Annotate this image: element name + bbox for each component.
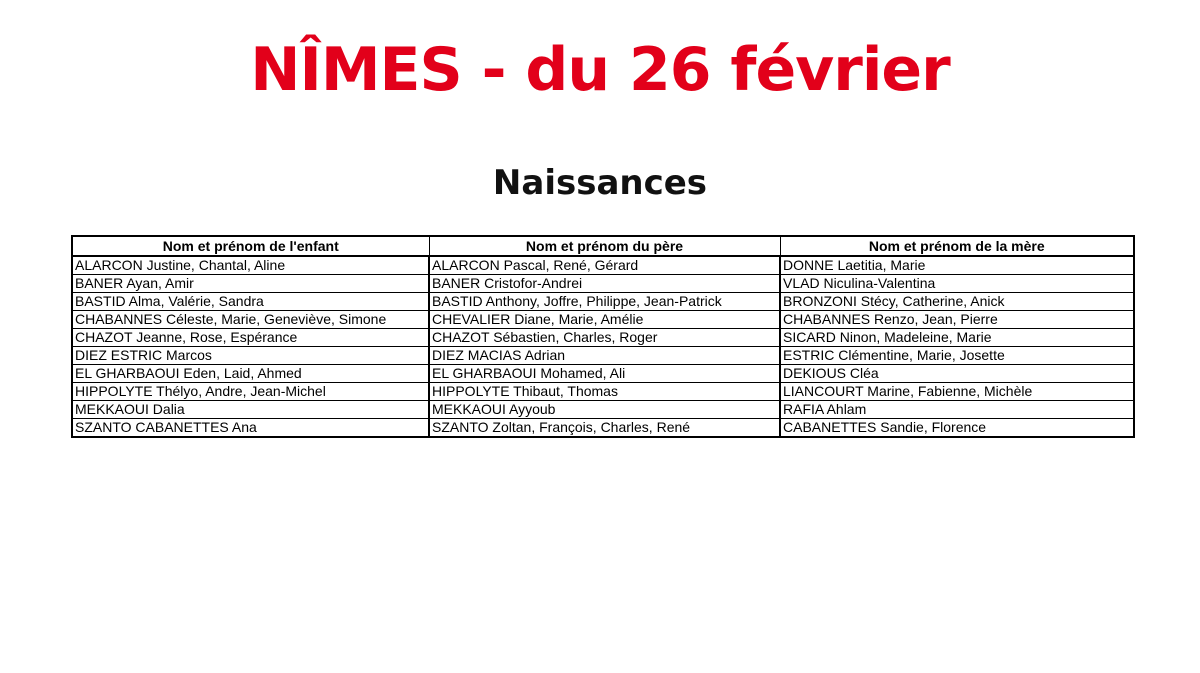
child-name-cell: CHAZOT Jeanne, Rose, Espérance: [72, 329, 429, 347]
father-name-cell: DIEZ MACIAS Adrian: [429, 347, 780, 365]
father-name-cell: BANER Cristofor-Andrei: [429, 275, 780, 293]
section-title: Naissances: [492, 163, 708, 203]
mother-name-cell: LIANCOURT Marine, Fabienne, Michèle: [780, 383, 1134, 401]
child-name-cell: HIPPOLYTE Thélyo, Andre, Jean-Michel: [72, 383, 429, 401]
table-row: [72, 256, 1134, 275]
table-row: [72, 419, 1134, 438]
father-name-cell: BASTID Anthony, Joffre, Philippe, Jean-Patrick: [429, 293, 780, 311]
births-table: [71, 235, 1135, 438]
child-name-cell: EL GHARBAOUI Eden, Laid, Ahmed: [72, 365, 429, 383]
father-name-cell: CHEVALIER Diane, Marie, Amélie: [429, 311, 780, 329]
child-name-cell: BASTID Alma, Valérie, Sandra: [72, 293, 429, 311]
father-name-cell: HIPPOLYTE Thibaut, Thomas: [429, 383, 780, 401]
table-header-row: [72, 236, 1134, 256]
table-row: [72, 347, 1134, 365]
child-name-cell: BANER Ayan, Amir: [72, 275, 429, 293]
child-name-cell: DIEZ ESTRIC Marcos: [72, 347, 429, 365]
table-row: [72, 383, 1134, 401]
father-name-cell: ALARCON Pascal, René, Gérard: [429, 256, 780, 275]
mother-name-cell: VLAD Niculina-Valentina: [780, 275, 1134, 293]
table-row: [72, 275, 1134, 293]
mother-name-cell: BRONZONI Stécy, Catherine, Anick: [780, 293, 1134, 311]
mother-name-cell: DONNE Laetitia, Marie: [780, 256, 1134, 275]
column-header-mother: Nom et prénom de la mère: [780, 236, 1134, 256]
child-name-cell: ALARCON Justine, Chantal, Aline: [72, 256, 429, 275]
father-name-cell: SZANTO Zoltan, François, Charles, René: [429, 419, 780, 438]
mother-name-cell: DEKIOUS Cléa: [780, 365, 1134, 383]
page-title: NÎMES - du 26 février: [250, 35, 950, 105]
column-header-father: Nom et prénom du père: [429, 236, 780, 256]
column-header-child: Nom et prénom de l'enfant: [72, 236, 429, 256]
mother-name-cell: RAFIA Ahlam: [780, 401, 1134, 419]
child-name-cell: CHABANNES Céleste, Marie, Geneviève, Simone: [72, 311, 429, 329]
child-name-cell: MEKKAOUI Dalia: [72, 401, 429, 419]
table-row: [72, 311, 1134, 329]
mother-name-cell: CHABANNES Renzo, Jean, Pierre: [780, 311, 1134, 329]
father-name-cell: EL GHARBAOUI Mohamed, Ali: [429, 365, 780, 383]
table-row: [72, 329, 1134, 347]
mother-name-cell: ESTRIC Clémentine, Marie, Josette: [780, 347, 1134, 365]
table-row: [72, 365, 1134, 383]
mother-name-cell: SICARD Ninon, Madeleine, Marie: [780, 329, 1134, 347]
child-name-cell: SZANTO CABANETTES Ana: [72, 419, 429, 438]
table-row: [72, 293, 1134, 311]
table-row: [72, 401, 1134, 419]
father-name-cell: MEKKAOUI Ayyoub: [429, 401, 780, 419]
mother-name-cell: CABANETTES Sandie, Florence: [780, 419, 1134, 438]
father-name-cell: CHAZOT Sébastien, Charles, Roger: [429, 329, 780, 347]
